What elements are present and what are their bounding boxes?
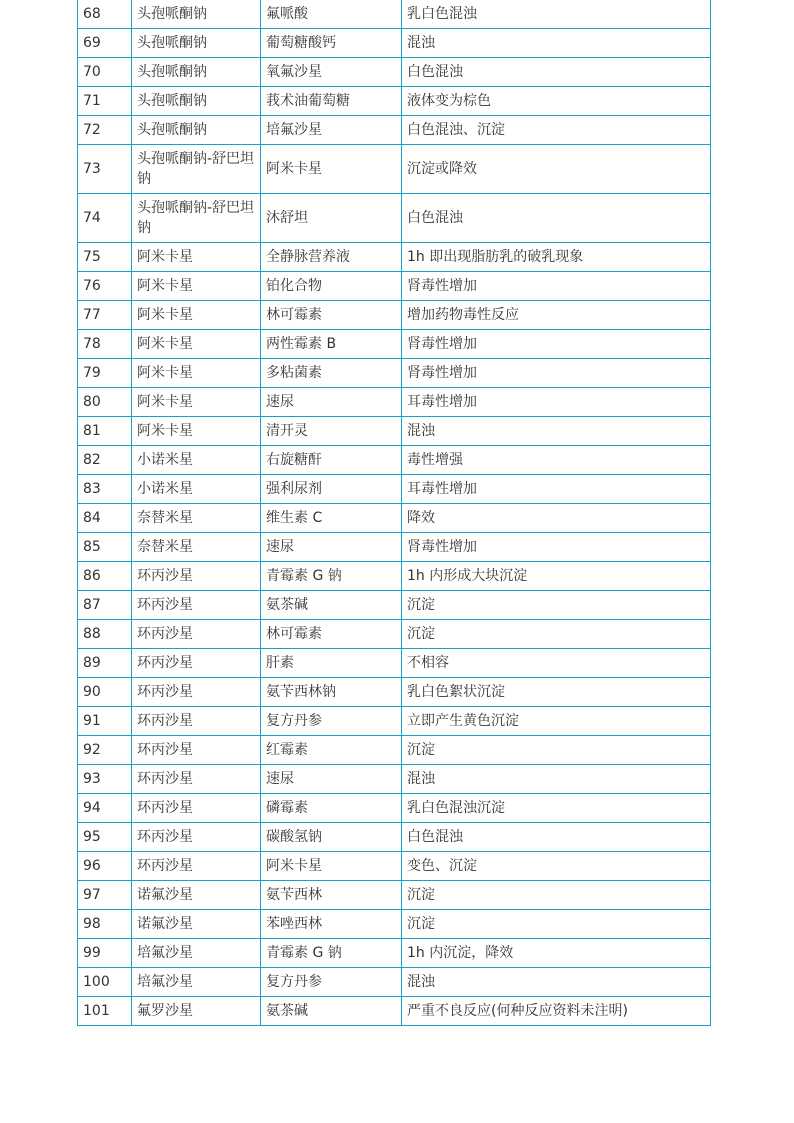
- drug-b: 维生素 C: [261, 504, 402, 533]
- drug-b: 碳酸氢钠: [261, 823, 402, 852]
- drug-b: 氧氟沙星: [261, 58, 402, 87]
- drug-a: 培氟沙星: [132, 939, 261, 968]
- drug-a: 奈替米星: [132, 504, 261, 533]
- table-row: [78, 823, 711, 852]
- row-number: 88: [78, 620, 132, 649]
- reaction-result: 1h 内沉淀，降效: [402, 939, 711, 968]
- table-row: [78, 591, 711, 620]
- drug-a: 环丙沙星: [132, 707, 261, 736]
- drug-b: 林可霉素: [261, 301, 402, 330]
- drug-a: 氟罗沙星: [132, 997, 261, 1026]
- drug-a: 环丙沙星: [132, 823, 261, 852]
- row-number: 86: [78, 562, 132, 591]
- drug-b: 氨茶碱: [261, 997, 402, 1026]
- table-row: [78, 852, 711, 881]
- table-row: [78, 562, 711, 591]
- drug-a: 环丙沙星: [132, 562, 261, 591]
- reaction-result: 1h 即出现脂肪乳的破乳现象: [402, 243, 711, 272]
- table-row: [78, 794, 711, 823]
- row-number: 93: [78, 765, 132, 794]
- drug-b: 复方丹参: [261, 968, 402, 997]
- table-row: [78, 359, 711, 388]
- drug-b: 清开灵: [261, 417, 402, 446]
- reaction-result: 乳白色混浊: [402, 0, 711, 29]
- table-row: [78, 194, 711, 243]
- reaction-result: 毒性增强: [402, 446, 711, 475]
- drug-a: 诺氟沙星: [132, 881, 261, 910]
- drug-a: 阿米卡星: [132, 359, 261, 388]
- reaction-result: 耳毒性增加: [402, 388, 711, 417]
- table-row: [78, 29, 711, 58]
- reaction-result: 降效: [402, 504, 711, 533]
- row-number: 91: [78, 707, 132, 736]
- reaction-result: 不相容: [402, 649, 711, 678]
- drug-b: 肝素: [261, 649, 402, 678]
- drug-a: 环丙沙星: [132, 852, 261, 881]
- incompatibility-table: [77, 0, 711, 1026]
- row-number: 74: [78, 194, 132, 243]
- drug-a: 环丙沙星: [132, 678, 261, 707]
- drug-b: 氨茶碱: [261, 591, 402, 620]
- reaction-result: 沉淀: [402, 881, 711, 910]
- drug-b: 速尿: [261, 533, 402, 562]
- table-row: [78, 330, 711, 359]
- table-row: [78, 272, 711, 301]
- table-row: [78, 939, 711, 968]
- reaction-result: 严重不良反应(何种反应资料未注明): [402, 997, 711, 1026]
- reaction-result: 白色混浊: [402, 58, 711, 87]
- row-number: 85: [78, 533, 132, 562]
- drug-b: 葡萄糖酸钙: [261, 29, 402, 58]
- reaction-result: 沉淀: [402, 620, 711, 649]
- row-number: 71: [78, 87, 132, 116]
- reaction-result: 1h 内形成大块沉淀: [402, 562, 711, 591]
- row-number: 95: [78, 823, 132, 852]
- row-number: 94: [78, 794, 132, 823]
- reaction-result: 乳白色絮状沉淀: [402, 678, 711, 707]
- drug-a: 阿米卡星: [132, 272, 261, 301]
- table-row: [78, 620, 711, 649]
- drug-b: 林可霉素: [261, 620, 402, 649]
- drug-b: 青霉素 G 钠: [261, 562, 402, 591]
- reaction-result: 混浊: [402, 765, 711, 794]
- row-number: 70: [78, 58, 132, 87]
- drug-a: 阿米卡星: [132, 388, 261, 417]
- drug-b: 苯唑西林: [261, 910, 402, 939]
- reaction-result: 混浊: [402, 968, 711, 997]
- row-number: 83: [78, 475, 132, 504]
- reaction-result: 沉淀: [402, 591, 711, 620]
- drug-a: 头孢哌酮钠-舒巴坦钠: [132, 145, 261, 194]
- drug-a: 头孢哌酮钠: [132, 29, 261, 58]
- row-number: 77: [78, 301, 132, 330]
- drug-b: 强利尿剂: [261, 475, 402, 504]
- row-number: 87: [78, 591, 132, 620]
- row-number: 92: [78, 736, 132, 765]
- table-row: [78, 87, 711, 116]
- drug-a: 头孢哌酮钠: [132, 58, 261, 87]
- drug-a: 环丙沙星: [132, 591, 261, 620]
- table-row: [78, 116, 711, 145]
- table-row: [78, 968, 711, 997]
- table-row: [78, 145, 711, 194]
- table-row: [78, 388, 711, 417]
- drug-a: 头孢哌酮钠-舒巴坦钠: [132, 194, 261, 243]
- row-number: 101: [78, 997, 132, 1026]
- reaction-result: 混浊: [402, 417, 711, 446]
- reaction-result: 耳毒性增加: [402, 475, 711, 504]
- row-number: 79: [78, 359, 132, 388]
- table-row: [78, 475, 711, 504]
- drug-b: 速尿: [261, 765, 402, 794]
- reaction-result: 肾毒性增加: [402, 359, 711, 388]
- row-number: 75: [78, 243, 132, 272]
- row-number: 78: [78, 330, 132, 359]
- drug-b: 阿米卡星: [261, 852, 402, 881]
- table-row: [78, 707, 711, 736]
- table-row: [78, 533, 711, 562]
- drug-a: 环丙沙星: [132, 736, 261, 765]
- reaction-result: 白色混浊、沉淀: [402, 116, 711, 145]
- drug-b: 两性霉素 B: [261, 330, 402, 359]
- row-number: 90: [78, 678, 132, 707]
- drug-a: 头孢哌酮钠: [132, 116, 261, 145]
- row-number: 98: [78, 910, 132, 939]
- row-number: 99: [78, 939, 132, 968]
- row-number: 69: [78, 29, 132, 58]
- drug-a: 小诺米星: [132, 475, 261, 504]
- drug-b: 青霉素 G 钠: [261, 939, 402, 968]
- table-row: [78, 58, 711, 87]
- drug-b: 复方丹参: [261, 707, 402, 736]
- reaction-result: 增加药物毒性反应: [402, 301, 711, 330]
- table-row: [78, 997, 711, 1026]
- drug-b: 培氟沙星: [261, 116, 402, 145]
- drug-b: 全静脉营养液: [261, 243, 402, 272]
- drug-b: 莪术油葡萄糖: [261, 87, 402, 116]
- reaction-result: 肾毒性增加: [402, 533, 711, 562]
- drug-a: 培氟沙星: [132, 968, 261, 997]
- reaction-result: 沉淀或降效: [402, 145, 711, 194]
- drug-a: 阿米卡星: [132, 301, 261, 330]
- table-row: [78, 504, 711, 533]
- table-row: [78, 301, 711, 330]
- drug-b: 磷霉素: [261, 794, 402, 823]
- drug-b: 红霉素: [261, 736, 402, 765]
- drug-b: 铂化合物: [261, 272, 402, 301]
- table-row: [78, 649, 711, 678]
- row-number: 73: [78, 145, 132, 194]
- reaction-result: 白色混浊: [402, 823, 711, 852]
- drug-a: 环丙沙星: [132, 765, 261, 794]
- row-number: 82: [78, 446, 132, 475]
- row-number: 84: [78, 504, 132, 533]
- reaction-result: 立即产生黄色沉淀: [402, 707, 711, 736]
- drug-a: 环丙沙星: [132, 794, 261, 823]
- table-body: [78, 0, 711, 1026]
- drug-a: 阿米卡星: [132, 330, 261, 359]
- reaction-result: 变色、沉淀: [402, 852, 711, 881]
- row-number: 100: [78, 968, 132, 997]
- drug-a: 小诺米星: [132, 446, 261, 475]
- drug-b: 多粘菌素: [261, 359, 402, 388]
- table-row: [78, 0, 711, 29]
- table-row: [78, 881, 711, 910]
- drug-a: 诺氟沙星: [132, 910, 261, 939]
- drug-b: 氨苄西林: [261, 881, 402, 910]
- row-number: 76: [78, 272, 132, 301]
- drug-a: 环丙沙星: [132, 620, 261, 649]
- table-row: [78, 910, 711, 939]
- row-number: 81: [78, 417, 132, 446]
- drug-b: 氟哌酸: [261, 0, 402, 29]
- reaction-result: 乳白色混浊沉淀: [402, 794, 711, 823]
- reaction-result: 沉淀: [402, 910, 711, 939]
- drug-a: 阿米卡星: [132, 417, 261, 446]
- drug-b: 沐舒坦: [261, 194, 402, 243]
- drug-b: 右旋糖酐: [261, 446, 402, 475]
- table-row: [78, 736, 711, 765]
- drug-a: 头孢哌酮钠: [132, 87, 261, 116]
- drug-a: 奈替米星: [132, 533, 261, 562]
- row-number: 72: [78, 116, 132, 145]
- drug-a: 环丙沙星: [132, 649, 261, 678]
- table-row: [78, 446, 711, 475]
- drug-b: 阿米卡星: [261, 145, 402, 194]
- drug-b: 速尿: [261, 388, 402, 417]
- drug-b: 氨苄西林钠: [261, 678, 402, 707]
- reaction-result: 液体变为棕色: [402, 87, 711, 116]
- row-number: 80: [78, 388, 132, 417]
- reaction-result: 肾毒性增加: [402, 330, 711, 359]
- reaction-result: 肾毒性增加: [402, 272, 711, 301]
- table-row: [78, 243, 711, 272]
- reaction-result: 沉淀: [402, 736, 711, 765]
- table-row: [78, 678, 711, 707]
- table-row: [78, 417, 711, 446]
- drug-a: 头孢哌酮钠: [132, 0, 261, 29]
- row-number: 89: [78, 649, 132, 678]
- row-number: 68: [78, 0, 132, 29]
- table-row: [78, 765, 711, 794]
- drug-a: 阿米卡星: [132, 243, 261, 272]
- row-number: 97: [78, 881, 132, 910]
- reaction-result: 白色混浊: [402, 194, 711, 243]
- row-number: 96: [78, 852, 132, 881]
- reaction-result: 混浊: [402, 29, 711, 58]
